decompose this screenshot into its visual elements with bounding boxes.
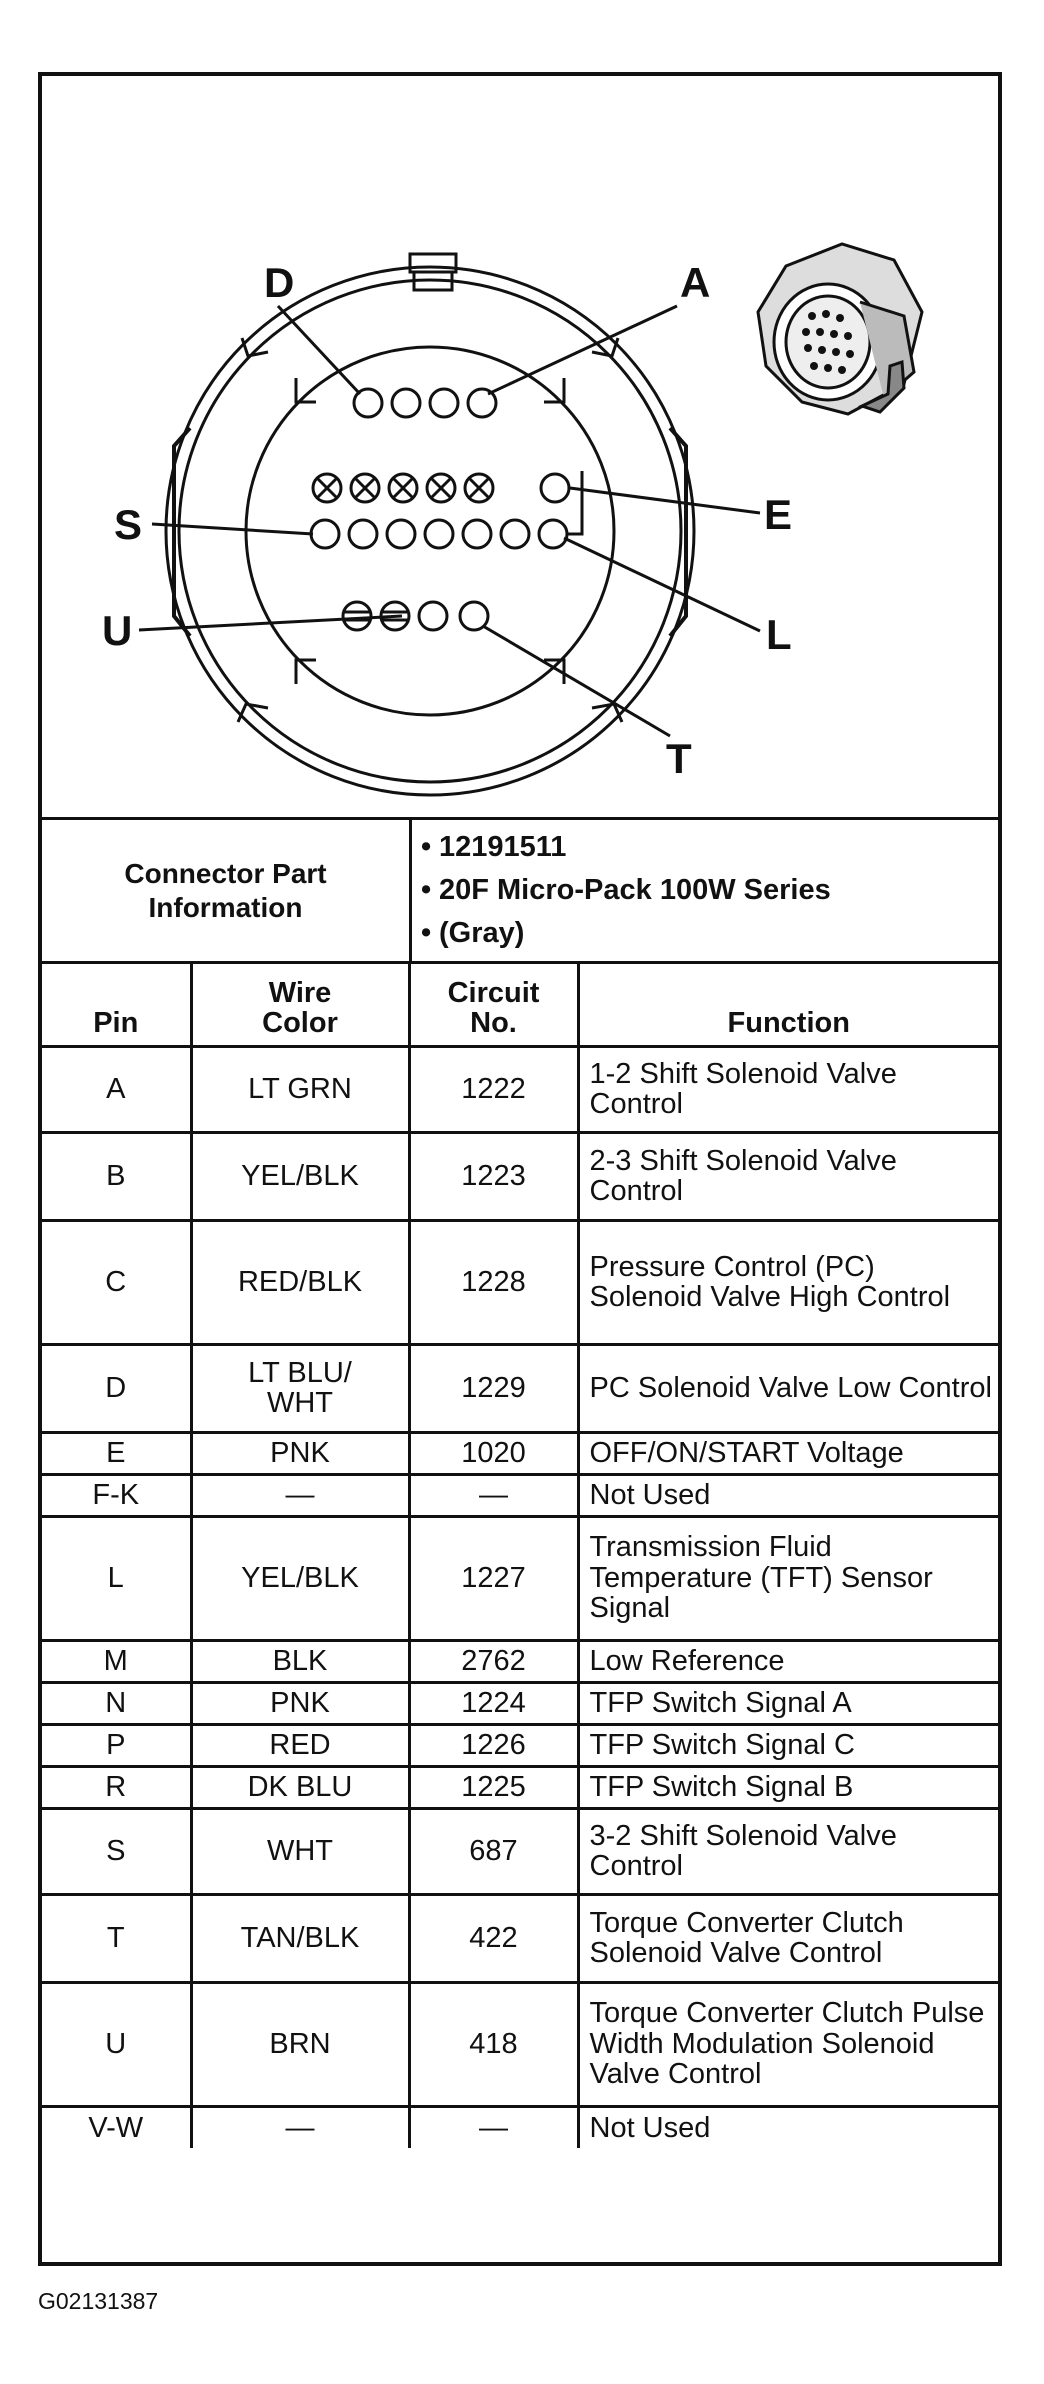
function-cell: 2-3 Shift Solenoid Valve Control [578, 1132, 998, 1220]
connector-face-diagram [42, 76, 998, 817]
callout-e: E [764, 491, 793, 538]
function-cell: PC Solenoid Valve Low Control [578, 1344, 998, 1432]
table-row [42, 1516, 998, 1640]
connector-color: • (Gray) [409, 912, 998, 955]
pinout-table [42, 964, 998, 2148]
table-row [42, 1808, 998, 1894]
function-cell: Not Used [578, 2106, 998, 2148]
circuit-cell: 1227 [409, 1516, 578, 1640]
callout-t: T [666, 735, 692, 782]
circuit-cell: 1228 [409, 1220, 578, 1344]
header-pin: Pin [42, 964, 191, 1046]
table-row [42, 1640, 998, 1682]
pin-cell: E [42, 1432, 191, 1474]
circuit-cell: 1224 [409, 1682, 578, 1724]
pin-cell: F-K [42, 1474, 191, 1516]
callout-d: D [264, 259, 295, 306]
function-cell: 1-2 Shift Solenoid Valve Control [578, 1046, 998, 1132]
table-row [42, 1724, 998, 1766]
table-row [42, 2106, 998, 2148]
connector-info-label: Connector Part Information [42, 820, 412, 961]
header-circuit-no: Circuit No. [409, 964, 578, 1046]
wire-color-cell: — [191, 2106, 409, 2148]
wire-color-cell: RED [191, 1724, 409, 1766]
wire-color-cell: LT BLU/ WHT [191, 1344, 409, 1432]
wire-color-cell: LT GRN [191, 1046, 409, 1132]
circuit-cell: 1229 [409, 1344, 578, 1432]
function-cell: Torque Converter Clutch Pulse Width Modulation Solenoid Valve Control [578, 1982, 998, 2106]
pin-cell: V-W [42, 2106, 191, 2148]
circuit-cell: — [409, 2106, 578, 2148]
connector-part-number: • 12191511 [409, 826, 998, 869]
wire-color-cell: YEL/BLK [191, 1132, 409, 1220]
circuit-cell: 1223 [409, 1132, 578, 1220]
connector-thumbnail [758, 244, 922, 414]
leader-lines [139, 306, 760, 736]
connector-figure-frame [38, 72, 1002, 2266]
function-cell: Transmission Fluid Temperature (TFT) Sensor Signal [578, 1516, 998, 1640]
pin-cell: S [42, 1808, 191, 1894]
pin-cell: M [42, 1640, 191, 1682]
connector-part-information [42, 817, 998, 964]
circuit-cell: 418 [409, 1982, 578, 2106]
table-row [42, 1132, 998, 1220]
circuit-cell: 1225 [409, 1766, 578, 1808]
function-cell: TFP Switch Signal C [578, 1724, 998, 1766]
wire-color-cell: RED/BLK [191, 1220, 409, 1344]
table-row [42, 1894, 998, 1982]
circuit-cell: 422 [409, 1894, 578, 1982]
wire-color-cell: BLK [191, 1640, 409, 1682]
pin-cell: B [42, 1132, 191, 1220]
pin-cell: A [42, 1046, 191, 1132]
circuit-cell: 2762 [409, 1640, 578, 1682]
table-row [42, 1432, 998, 1474]
circuit-cell: 1020 [409, 1432, 578, 1474]
wire-color-cell: YEL/BLK [191, 1516, 409, 1640]
function-cell: Pressure Control (PC) Solenoid Valve High Control [578, 1220, 998, 1344]
connector-face-drawing [42, 76, 998, 817]
callout-l: L [766, 611, 792, 658]
wire-color-cell: BRN [191, 1982, 409, 2106]
function-cell: Low Reference [578, 1640, 998, 1682]
header-function: Function [578, 964, 998, 1046]
figure-id: G02131387 [38, 2288, 159, 2314]
wire-color-cell: — [191, 1474, 409, 1516]
pin-cell: C [42, 1220, 191, 1344]
connector-series: • 20F Micro-Pack 100W Series [409, 869, 998, 912]
callout-s: S [114, 501, 143, 548]
table-row [42, 1474, 998, 1516]
pin-cell: P [42, 1724, 191, 1766]
wire-color-cell: PNK [191, 1682, 409, 1724]
wire-color-cell: WHT [191, 1808, 409, 1894]
table-row [42, 1046, 998, 1132]
circuit-cell: — [409, 1474, 578, 1516]
function-cell: 3-2 Shift Solenoid Valve Control [578, 1808, 998, 1894]
pin-cell: L [42, 1516, 191, 1640]
callout-a: A [680, 259, 711, 306]
wire-color-cell: DK BLU [191, 1766, 409, 1808]
wire-color-cell: PNK [191, 1432, 409, 1474]
table-row [42, 1682, 998, 1724]
function-cell: Torque Converter Clutch Solenoid Valve Control [578, 1894, 998, 1982]
pin-cell: D [42, 1344, 191, 1432]
connector-info-list [409, 826, 998, 955]
callout-u: U [102, 607, 133, 654]
wire-color-cell: TAN/BLK [191, 1894, 409, 1982]
function-cell: TFP Switch Signal B [578, 1766, 998, 1808]
function-cell: Not Used [578, 1474, 998, 1516]
pin-cell: U [42, 1982, 191, 2106]
table-row [42, 1220, 998, 1344]
circuit-cell: 687 [409, 1808, 578, 1894]
pin-cell: T [42, 1894, 191, 1982]
table-row [42, 1766, 998, 1808]
header-wire-color: Wire Color [191, 964, 409, 1046]
pin-cavities [311, 389, 569, 630]
function-cell: TFP Switch Signal A [578, 1682, 998, 1724]
pin-cell: N [42, 1682, 191, 1724]
function-cell: OFF/ON/START Voltage [578, 1432, 998, 1474]
pin-cell: R [42, 1766, 191, 1808]
circuit-cell: 1226 [409, 1724, 578, 1766]
locking-tab [410, 254, 456, 290]
pinout-header-row [42, 964, 998, 1046]
table-row [42, 1344, 998, 1432]
table-row [42, 1982, 998, 2106]
circuit-cell: 1222 [409, 1046, 578, 1132]
